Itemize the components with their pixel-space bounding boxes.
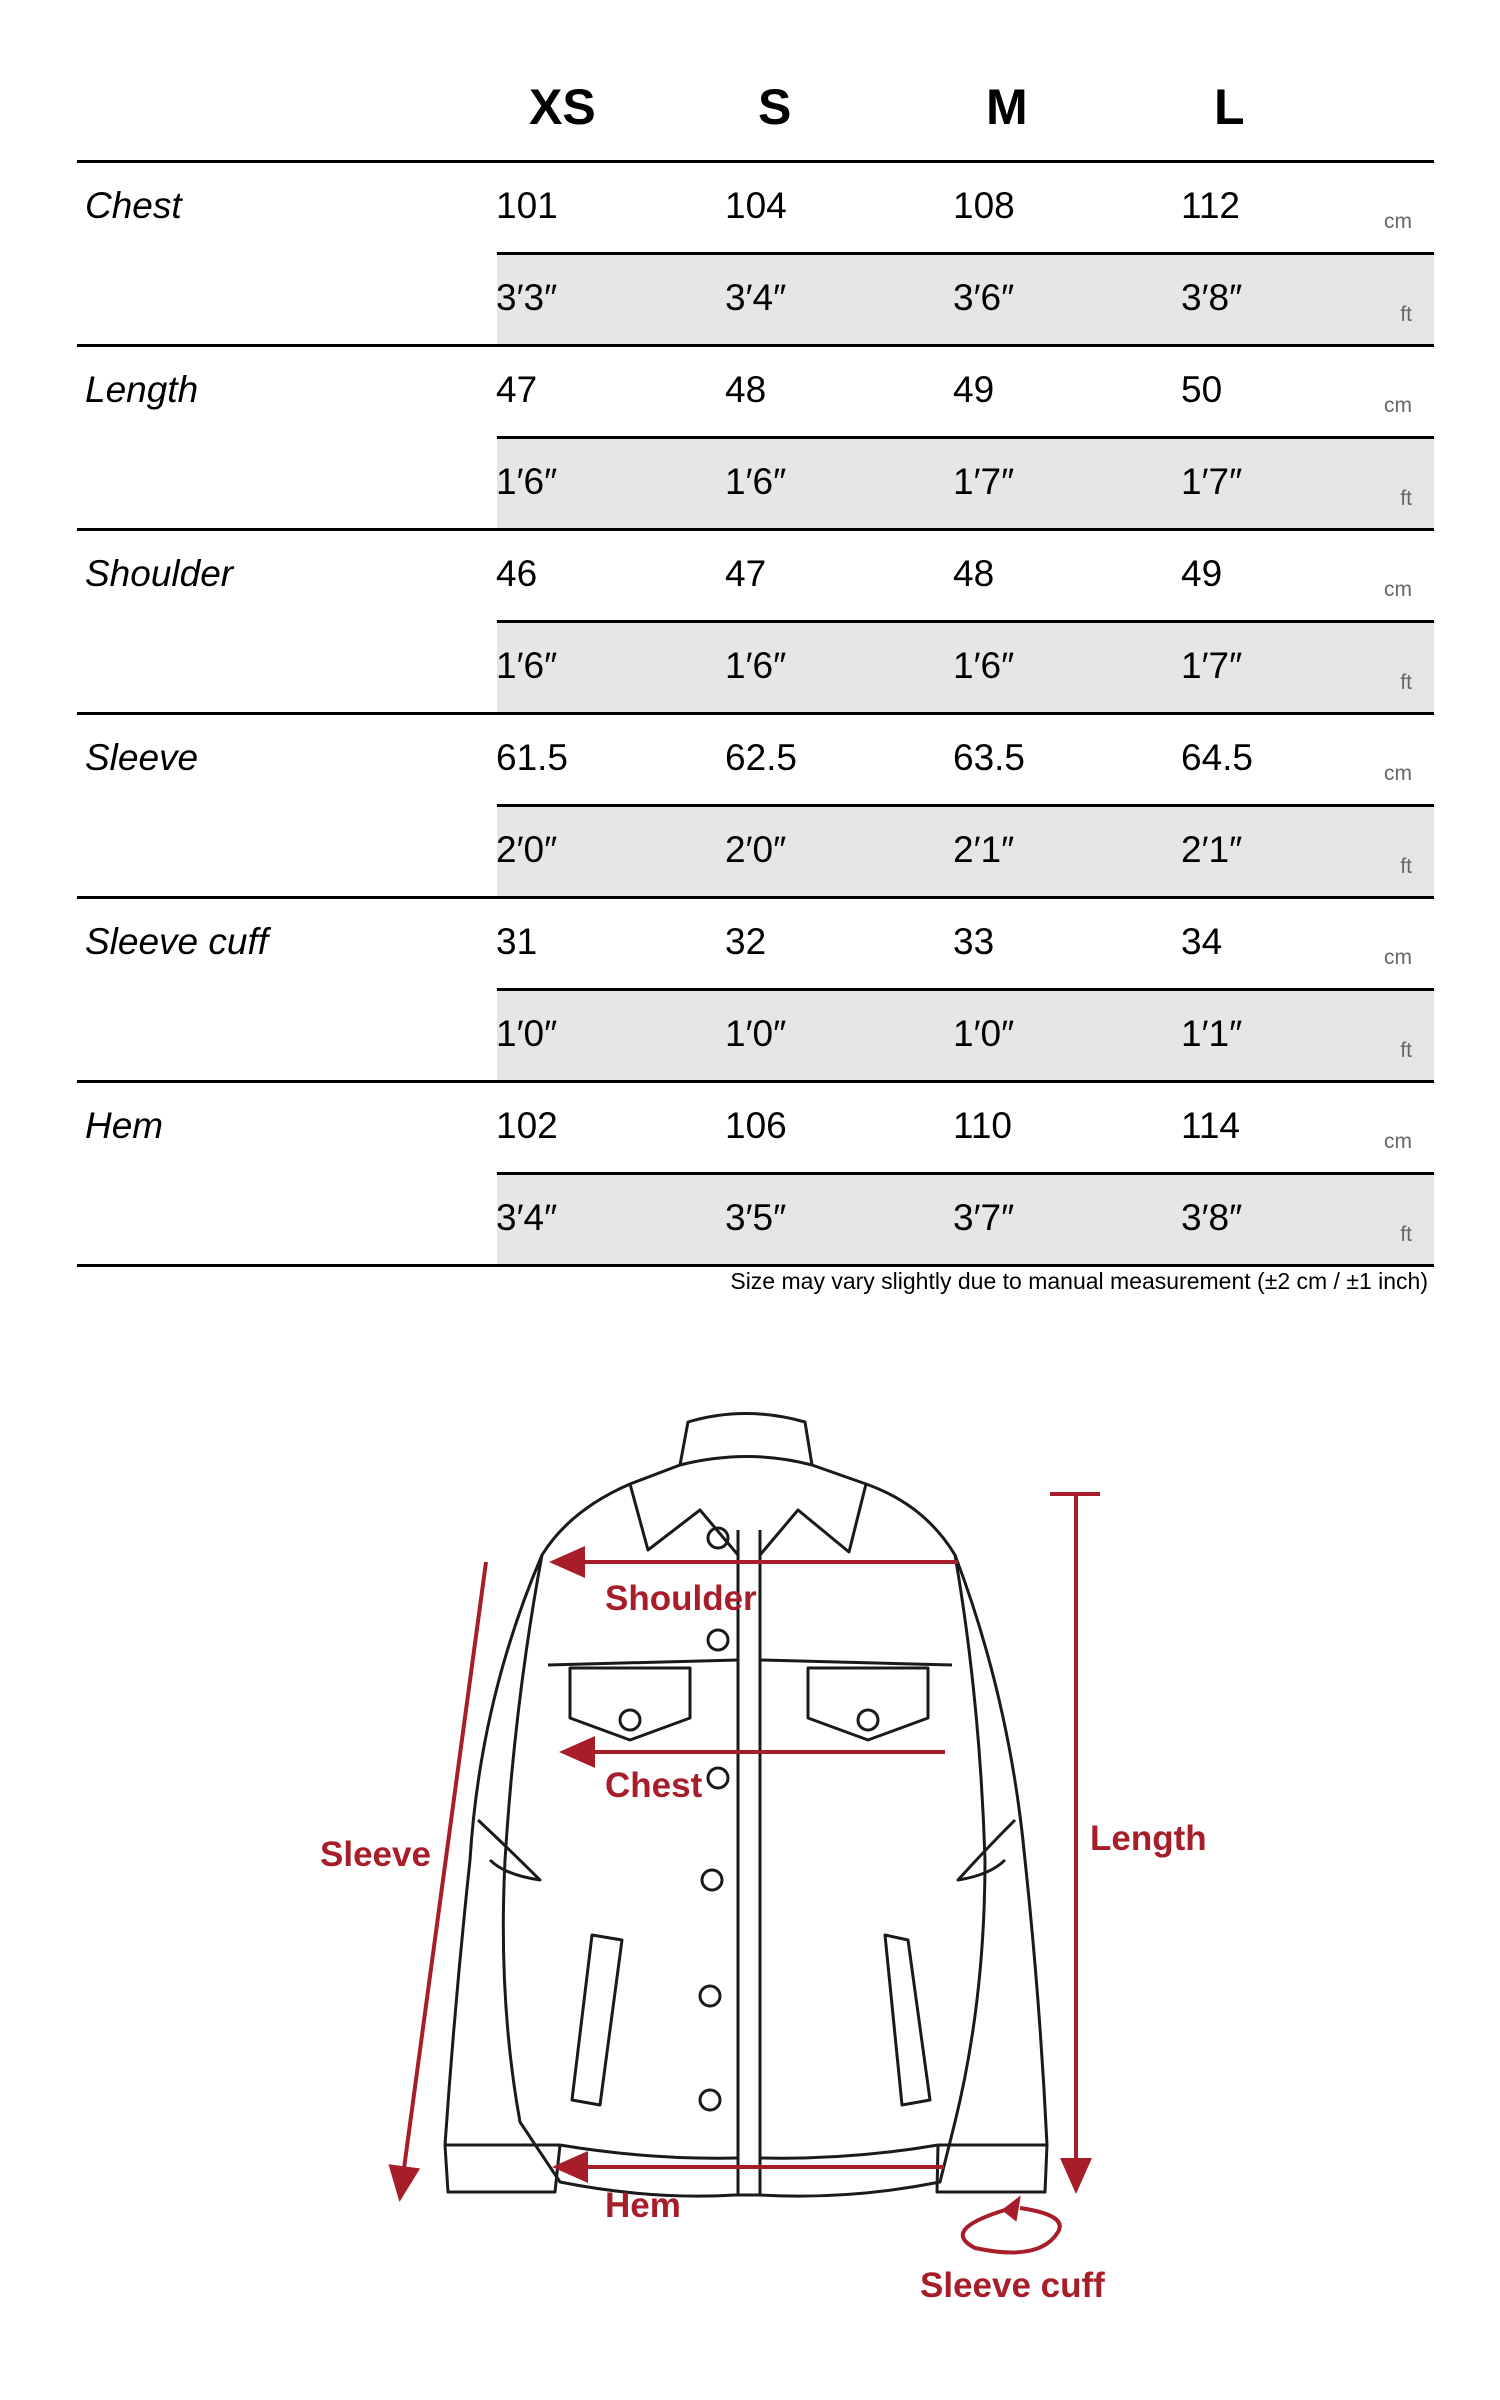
length-label: Length — [1090, 1819, 1207, 1858]
measurement-group-hem — [77, 1080, 1434, 1267]
measurement-value: 33 — [953, 921, 995, 962]
measurement-row-cm — [497, 347, 1434, 437]
unit-label-cm: cm — [1384, 210, 1412, 233]
measurement-value: 47 — [725, 553, 767, 594]
unit-label-cm: cm — [1384, 1130, 1412, 1153]
measurement-row-cm — [497, 1083, 1434, 1173]
measurement-value: 47 — [496, 369, 538, 410]
measurement-value: 50 — [1181, 369, 1223, 410]
unit-label-ft: ft — [1400, 855, 1412, 878]
measurement-value: 114 — [1181, 1105, 1240, 1146]
jacket-button — [700, 2090, 720, 2110]
jacket-pocket-button — [620, 1710, 640, 1730]
measurement-value: 102 — [496, 1105, 558, 1146]
measurement-group-shoulder — [77, 528, 1434, 712]
measurement-value: 3′8″ — [1181, 277, 1243, 318]
measurement-group-sleeve — [77, 712, 1434, 896]
measurement-label: Sleeve — [85, 737, 199, 778]
measurement-value: 3′8″ — [1181, 1197, 1243, 1238]
size-header-s: S — [758, 79, 792, 135]
size-header-row — [77, 40, 1434, 160]
measurement-value: 46 — [496, 553, 538, 594]
jacket-sleeve-left — [445, 1555, 560, 2192]
measurement-row-cm — [497, 899, 1434, 989]
measurement-row-ft — [497, 252, 1434, 344]
measurement-value: 49 — [1181, 553, 1223, 594]
jacket-hem-band — [560, 2145, 938, 2158]
measurement-label: Chest — [85, 185, 182, 226]
unit-label-ft: ft — [1400, 487, 1412, 510]
measurement-value: 3′4″ — [725, 277, 787, 318]
sleeve-arrow — [400, 1562, 486, 2198]
measurement-row-ft — [497, 804, 1434, 896]
measurement-value: 110 — [953, 1105, 1012, 1146]
jacket-illustration — [445, 1414, 1047, 2197]
measurement-value: 112 — [1181, 185, 1240, 226]
measurement-value: 101 — [496, 185, 558, 226]
measurement-value: 1′7″ — [953, 461, 1015, 502]
measurement-group-length — [77, 344, 1434, 528]
measurement-value: 61.5 — [496, 737, 569, 778]
measurement-label: Shoulder — [85, 553, 234, 594]
measurement-row-ft — [497, 620, 1434, 712]
measurement-value: 3′5″ — [725, 1197, 787, 1238]
measurement-value: 1′0″ — [496, 1013, 558, 1054]
jacket-collar-right — [760, 1465, 866, 1700]
size-header-m: M — [986, 79, 1028, 135]
jacket-pocket-button — [858, 1710, 878, 1730]
measurement-value: 3′6″ — [953, 277, 1015, 318]
measurement-row-cm — [497, 715, 1434, 805]
jacket-hand-pocket-left — [572, 1935, 622, 2105]
measurement-value: 1′0″ — [953, 1013, 1015, 1054]
size-header-xs: XS — [529, 79, 596, 135]
unit-label-cm: cm — [1384, 946, 1412, 969]
sleeve-label: Sleeve — [320, 1835, 431, 1874]
measurement-value: 1′6″ — [496, 461, 558, 502]
measurement-value: 63.5 — [953, 737, 1026, 778]
measurement-value: 34 — [1181, 921, 1223, 962]
measurement-value: 48 — [725, 369, 767, 410]
size-header-l: L — [1214, 79, 1245, 135]
measurement-value: 106 — [725, 1105, 787, 1146]
jacket-sleeve-right — [937, 1555, 1047, 2192]
measurement-group-sleeve-cuff — [77, 896, 1434, 1080]
unit-label-cm: cm — [1384, 762, 1412, 785]
jacket-hand-pocket-right — [885, 1935, 930, 2105]
size-chart-table — [77, 40, 1434, 1267]
measurement-label: Length — [85, 369, 199, 410]
jacket-measurement-diagram — [0, 1380, 1500, 2400]
measurement-disclaimer: Size may vary slightly due to manual measurement (±2 cm / ±1 inch) — [730, 1268, 1428, 1294]
measurement-row-cm — [497, 163, 1434, 253]
measurement-group-chest — [77, 160, 1434, 344]
jacket-placket — [738, 1530, 760, 2195]
jacket-collar-band — [680, 1414, 812, 1466]
measurement-value: 3′7″ — [953, 1197, 1015, 1238]
measurement-row-ft — [497, 988, 1434, 1080]
measurement-value: 64.5 — [1181, 737, 1254, 778]
measurement-value: 49 — [953, 369, 995, 410]
chest-label: Chest — [605, 1766, 703, 1805]
measurement-value: 108 — [953, 185, 1015, 226]
sleeve-cuff-label: Sleeve cuff — [920, 2266, 1105, 2305]
measurement-value: 2′0″ — [725, 829, 787, 870]
measurement-row-cm — [497, 531, 1434, 621]
measurement-label: Sleeve cuff — [85, 921, 269, 962]
measurement-value: 32 — [725, 921, 767, 962]
measurement-value: 62.5 — [725, 737, 798, 778]
unit-label-ft: ft — [1400, 671, 1412, 694]
jacket-button — [702, 1870, 722, 1890]
measurement-label: Hem — [85, 1105, 164, 1146]
unit-label-cm: cm — [1384, 578, 1412, 601]
measurement-value: 2′0″ — [496, 829, 558, 870]
unit-label-ft: ft — [1400, 303, 1412, 326]
unit-label-cm: cm — [1384, 394, 1412, 417]
measurement-value: 1′6″ — [725, 645, 787, 686]
jacket-yoke — [548, 1660, 952, 1665]
measurement-value: 1′1″ — [1181, 1013, 1243, 1054]
measurement-value: 3′4″ — [496, 1197, 558, 1238]
measurement-value: 1′7″ — [1181, 461, 1243, 502]
shoulder-label: Shoulder — [605, 1579, 757, 1618]
jacket-button — [700, 1986, 720, 2006]
measurement-value: 3′3″ — [496, 277, 558, 318]
measurement-value: 31 — [496, 921, 538, 962]
measurement-value: 48 — [953, 553, 995, 594]
measurement-value: 1′6″ — [953, 645, 1015, 686]
measurement-value: 1′6″ — [496, 645, 558, 686]
jacket-button — [708, 1768, 728, 1788]
measurement-row-ft — [497, 436, 1434, 528]
measurement-value: 1′7″ — [1181, 645, 1243, 686]
measurement-value: 104 — [725, 185, 787, 226]
measurement-value: 1′0″ — [725, 1013, 787, 1054]
jacket-button — [708, 1630, 728, 1650]
unit-label-ft: ft — [1400, 1223, 1412, 1246]
unit-label-ft: ft — [1400, 1039, 1412, 1062]
measurement-value: 1′6″ — [725, 461, 787, 502]
measurement-value: 2′1″ — [953, 829, 1015, 870]
hem-label: Hem — [605, 2186, 681, 2225]
measurement-row-ft — [497, 1172, 1434, 1264]
measurement-value: 2′1″ — [1181, 829, 1243, 870]
